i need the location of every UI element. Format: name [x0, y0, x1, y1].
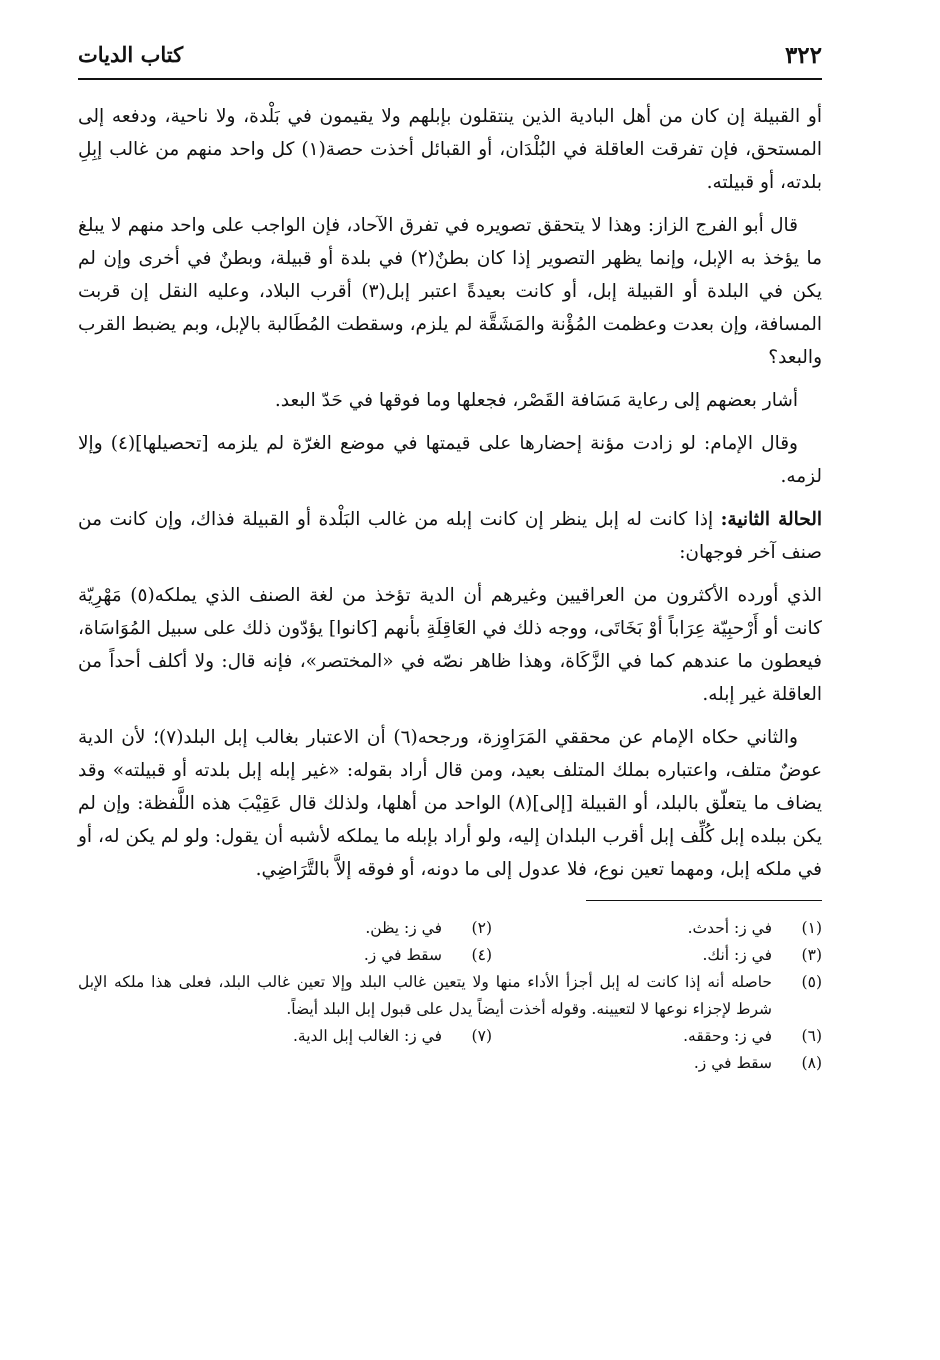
footnote	[162, 1023, 492, 1050]
paragraph	[78, 579, 822, 711]
footnote	[492, 915, 822, 942]
footnote-row	[78, 942, 822, 969]
paragraph	[78, 721, 822, 886]
footnote-number: (٤)	[471, 946, 492, 964]
footnote-number: (٥)	[801, 973, 822, 991]
footnote	[492, 1023, 822, 1050]
footnote-rule	[586, 900, 822, 901]
footnote	[492, 1050, 822, 1077]
paragraph-text: أشار بعضهم إلى رعاية مَسَافة القَصْر، فجعلها وما فوقها في حَدّ البعد.	[274, 390, 798, 411]
paragraph	[78, 209, 822, 374]
footnote-text: في ز: أنك.	[702, 946, 772, 964]
footnote-text: في ز: الغالب إبل الدية.	[293, 1027, 442, 1045]
footnote	[78, 969, 822, 1023]
paragraph-text: أو القبيلة إن كان من أهل البادية الذين ينتقلون بإبلهم ولا يقيمون في بَلْدة، ولا ناحية، ودفعه إلى المستحق، فإن تفرقت العاقلة في البُلْدَان، أو القبائل أخذت حصة(١) كل واحد منهم من غالب إبِلِ بلدته، أو قبيلته.	[78, 106, 823, 193]
paragraph-text: إذا كانت له إبل ينظر إن كانت إبله من غالب البَلْدة أو القبيلة فذاك، وإن كانت من صنف آخر فوجهان:	[78, 509, 822, 563]
footnote-number: (٣)	[801, 946, 822, 964]
paragraph-text: قال أبو الفرج الزاز: وهذا لا يتحقق تصويره في تفرق الآحاد، فإن الواجب على واحد منهم لا يبلغ ما يؤخذ به الإبل، وإنما يظهر التصوير إذا كان بطنٌ(٢) في بلدة أو قبيلة، وبطنٌ في أخرى وإن لم يكن في البلدة أو القبيلة إبل، أو كانت بعيدةً اعتبر إبل(٣) أقرب البلاد، وعليه النقل إن قربت المسافة، وإن بعدت وعظمت المُؤْنة والمَشَقَّة لم يلزم، وسقطت المُطَالبة بالإبل، وبم يضبط القرب والبعد؟	[78, 215, 823, 368]
footnote-text: في ز: وحققه.	[683, 1027, 772, 1045]
chapter-title: كتاب الديات	[78, 42, 184, 67]
footnote-number: (٨)	[801, 1054, 822, 1072]
footnote	[492, 942, 822, 969]
footnote-text: سقط في ز.	[693, 1054, 772, 1072]
footnote-row	[78, 915, 822, 942]
section-heading: الحالة الثانية:	[720, 509, 822, 530]
footnote-row	[78, 1050, 822, 1077]
paragraph	[78, 100, 822, 199]
footnote-row	[78, 1023, 822, 1050]
footnote-number: (٧)	[471, 1027, 492, 1045]
footnotes	[78, 915, 822, 1077]
footnote-number: (٦)	[801, 1027, 822, 1045]
running-header	[78, 40, 822, 78]
page-number: ٣٢٢	[784, 42, 822, 69]
book-page	[78, 40, 822, 1077]
footnote-number: (٢)	[471, 919, 492, 937]
footnote-text: في ز: أحدث.	[687, 919, 772, 937]
footnote-number: (١)	[801, 919, 822, 937]
footnote-text: في ز: يظن.	[365, 919, 442, 937]
paragraph-text: والثاني حكاه الإمام عن محققي المَرَاوِزة، ورجحه(٦) أن الاعتبار بغالب إبل البلد(٧)؛ لأن الدية عوضٌ متلف، واعتباره بملك المتلف بعيد، ومن قال أراد بقوله: «غير إبله إبل بلدته أو قبيلته» وقد يضاف ما يتعلّق بالبلد، أو القبيلة [إلى](٨) الواحد من أهلها، ولذلك قال عَقِيْبَ هذه اللَّفظة: وإن لم يكن ببلده إبل كُلِّف إبل أقرب البلدان إليه، ولو أراد بإبله ما يملكه لأشبه أن يقول: ولو لم يكن له، أو في ملكه إبل، ومهما تعين نوع، فلا عدول إلى ما دونه، أو فوقه إلاَّ بالتَّرَاضِي.	[78, 727, 822, 880]
paragraph	[78, 384, 822, 417]
header-rule	[78, 78, 822, 80]
footnote-text: حاصله أنه إذا كانت له إبل أجزأ الأداء منها ولا يتعين غالب البلد وإلا تعين غالب البلد، فعلى هذا ملكه الإبل شرط لإجزاء نوعها لا لتعيينه. وقوله أخذت أيضاً يدل على قبول إبل البلد أيضاً.	[78, 973, 772, 1018]
footnote	[162, 942, 492, 969]
paragraph-text: وقال الإمام: لو زادت مؤنة إحضارها على قيمتها في موضع الغرّة لم يلزمه [تحصيلها](٤) وإلا لزمه.	[78, 433, 822, 487]
paragraph	[78, 503, 822, 569]
paragraph	[78, 427, 822, 493]
paragraph-text: الذي أورده الأكثرون من العراقيين وغيرهم أن الدية تؤخذ من لغة الصنف الذي يملكه(٥) مَهْرِيّة كانت أو أَرْحبِيّة عِرَاباً أوْ بَخَاتَى، ووجه ذلك في العَاقِلَةِ بأنهم [كانوا] يؤدّون ذلك على سبيل المُوَاسَاة، فيعطون ما عندهم كما في الزَّكَاة، وهذا ظاهر نصّه في «المختصر»، فإنه قال: ولا أكلف أحداً من العاقلة غير إبله.	[78, 585, 822, 705]
footnote	[162, 915, 492, 942]
footnote-text: سقط في ز.	[363, 946, 442, 964]
main-text	[78, 100, 822, 886]
